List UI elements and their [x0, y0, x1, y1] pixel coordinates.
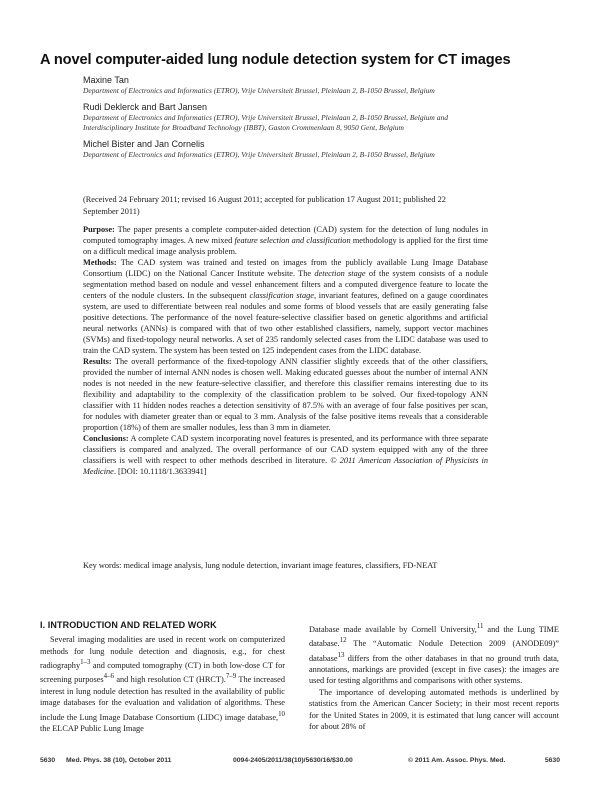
right-column	[309, 621, 559, 733]
author-block	[83, 101, 483, 133]
page-number-right: 5630	[544, 757, 560, 764]
reference-superscript[interactable]: 11	[476, 623, 484, 630]
results-label: Results:	[83, 357, 112, 366]
reference-superscript[interactable]: 13	[337, 651, 345, 659]
purpose-emphasis: feature selection and classification	[234, 236, 351, 245]
body-text: and the Lung TIME database.	[309, 624, 559, 649]
abstract	[83, 224, 488, 477]
intro-paragraph-continued	[309, 621, 559, 687]
doi-text[interactable]: . [DOI: 10.1118/1.3633941]	[113, 467, 207, 476]
results-text: The overall performance of the fixed-topology ANN classifier slightly exceeds that of the other classifiers, provided the number of internal ANN nodes is chosen well. Making educated guesses about the number of internal ANN nodes is not needed in the new feature-selective classifier, and therefore this classifier remains interesting due to its flexibility and adaptability to the complexity of the classification problem to be solved. Our fixed-topology ANN classifier with 11 hidden nodes reaches a detection sensitivity of 87.5% with an average of four false positives per scan, for nodules with diameter greater than or equal to 3 mm. Analysis of the false positive items reveals that a considerable proportion (18%) of them are smaller nodules, less than 3 mm in diameter.	[83, 357, 488, 432]
journal-citation: Med. Phys. 38 (10), October 2011	[66, 757, 172, 764]
reference-superscript[interactable]: 12	[339, 637, 347, 645]
author-name: Michel Bister and Jan Cornelis	[83, 139, 205, 149]
reference-superscript[interactable]: 10	[278, 710, 285, 718]
intro-paragraph-2: The importance of developing automated methods is underlined by statistics from the American Cancer Society; in their most recent reports for the United States in 2009, it is estimated that lung cancer will account for about 28% of	[309, 687, 559, 732]
body-text: the ELCAP Public Lung Image	[40, 723, 144, 733]
purpose-text-2: methodology is applied for the first time on a difficult medical image analysis problem.	[83, 236, 488, 256]
reference-superscript[interactable]: 1–3	[80, 659, 91, 666]
author-block	[83, 138, 483, 160]
author-name: Rudi Deklerck and Bart Jansen	[83, 102, 208, 112]
footer-copyright: © 2011 Am. Assoc. Phys. Med.	[408, 757, 506, 764]
purpose-label: Purpose:	[83, 225, 115, 234]
body-text: Database made available by Cornell University,	[309, 624, 477, 634]
author-name: Maxine Tan	[83, 75, 129, 85]
methods-text: The CAD system was trained and tested on images from the publicly available Lung Image Database Consortium (LIDC) on the National Cancer Institute website. The	[83, 258, 488, 278]
abstract-purpose	[83, 224, 488, 257]
author-block	[83, 74, 483, 96]
body-text: and high resolution CT (HRCT).	[114, 675, 226, 685]
abstract-methods	[83, 257, 488, 356]
paper-title: A novel computer-aided lung nodule detection system for CT images	[40, 52, 511, 68]
page-number-left: 5630	[40, 757, 56, 764]
author-list	[83, 74, 483, 165]
author-affiliation: Department of Electronics and Informatics (ETRO), Vrije Universiteit Brussel, Pleinlaan 2, B-1050 Brussel, Belgium and Interdisciplinary Institute for Broadband Technology (IBBT), Gaston Crommenlaan 8, 9050 Gent, Belgium	[83, 113, 448, 132]
abstract-conclusions	[83, 433, 488, 477]
abstract-results	[83, 356, 488, 433]
conclusions-label: Conclusions:	[83, 434, 129, 443]
purpose-text: The paper presents a complete computer-aided detection (CAD) system for the detection of lung nodules in computed tomography images. A new mixed	[83, 225, 488, 245]
body-text: The “Automatic Nodule Detection 2009 (ANODE09)” database	[309, 639, 559, 663]
methods-label: Methods:	[83, 258, 117, 267]
page-footer	[40, 757, 560, 767]
intro-paragraph	[40, 634, 285, 734]
reference-superscript[interactable]: 7–9	[225, 673, 237, 681]
reference-superscript[interactable]: 4–6	[103, 673, 114, 681]
article-code: 0094-2405/2011/38(10)/5630/16/$30.00	[233, 757, 353, 764]
keywords: Key words: medical image analysis, lung nodule detection, invariant image features, classifiers, FD-NEAT	[83, 561, 438, 570]
author-affiliation: Department of Electronics and Informatics (ETRO), Vrije Universiteit Brussel, Pleinlaan 2, B-1050 Brussel, Belgium	[83, 86, 435, 95]
left-column	[40, 634, 285, 734]
methods-text-2: of the system consists of a nodule segmentation method based on nodule and vessel enhancement filters and a computed divergence feature to locate the centers of the nodule clusters. In the subsequent	[83, 269, 488, 300]
body-text: Several imaging modalities are used in recent work on computerized methods for lung nodule detection and diagnosis, e.g., for chest radiography	[40, 635, 285, 670]
methods-emphasis-1: detection stage	[314, 269, 366, 278]
methods-emphasis-2: classification stage	[249, 291, 314, 300]
section-heading: I. INTRODUCTION AND RELATED WORK	[40, 620, 217, 630]
body-text: and computed tomography (CT) in both low-dose CT for screening purposes	[40, 660, 285, 685]
conclusions-text: A complete CAD system incorporating novel features is presented, and its performance with three separate classifiers is compared and analyzed. The overall performance of our CAD system equipped with any of the three classifiers is well with respect to other methods described in literature.	[83, 434, 488, 465]
author-affiliation: Department of Electronics and Informatics (ETRO), Vrije Universiteit Brussel, Pleinlaan 2, B-1050 Brussel, Belgium	[83, 150, 435, 159]
received-dates: (Received 24 February 2011; revised 16 August 2011; accepted for publication 17 August 2011; published 22 September 2011)	[83, 195, 446, 216]
methods-text-3: , invariant features, defined on a gauge coordinates system, are used to differentiate between real nodules and some forms of blood vessels that are easily generating false positive detections. The performance of the novel feature-selective classifier based on genetic algorithms and artificial neural networks (ANNs) is compared with that of two other established classifiers, namely, support vector machines (SVMs) and fixed-topology neural networks. A set of 235 randomly selected cases from the LIDC database was used to train the CAD system. The system has been tested on 125 independent cases from the LIDC database.	[83, 291, 488, 355]
body-text: The increased interest in lung nodule detection has resulted in the availability of public image databases for the evaluation and validation of algorithms. These include the Lung Image Database Consortium (LIDC) image database,	[40, 675, 285, 722]
body-text: differs from the other databases in that no ground truth data, annotations, markings are provided (except in five cases): the images are used for testing algorithms and comparisons with other systems.	[309, 653, 559, 686]
copyright-emphasis: © 2011 American Association of Physicists in Medicine	[83, 456, 488, 476]
